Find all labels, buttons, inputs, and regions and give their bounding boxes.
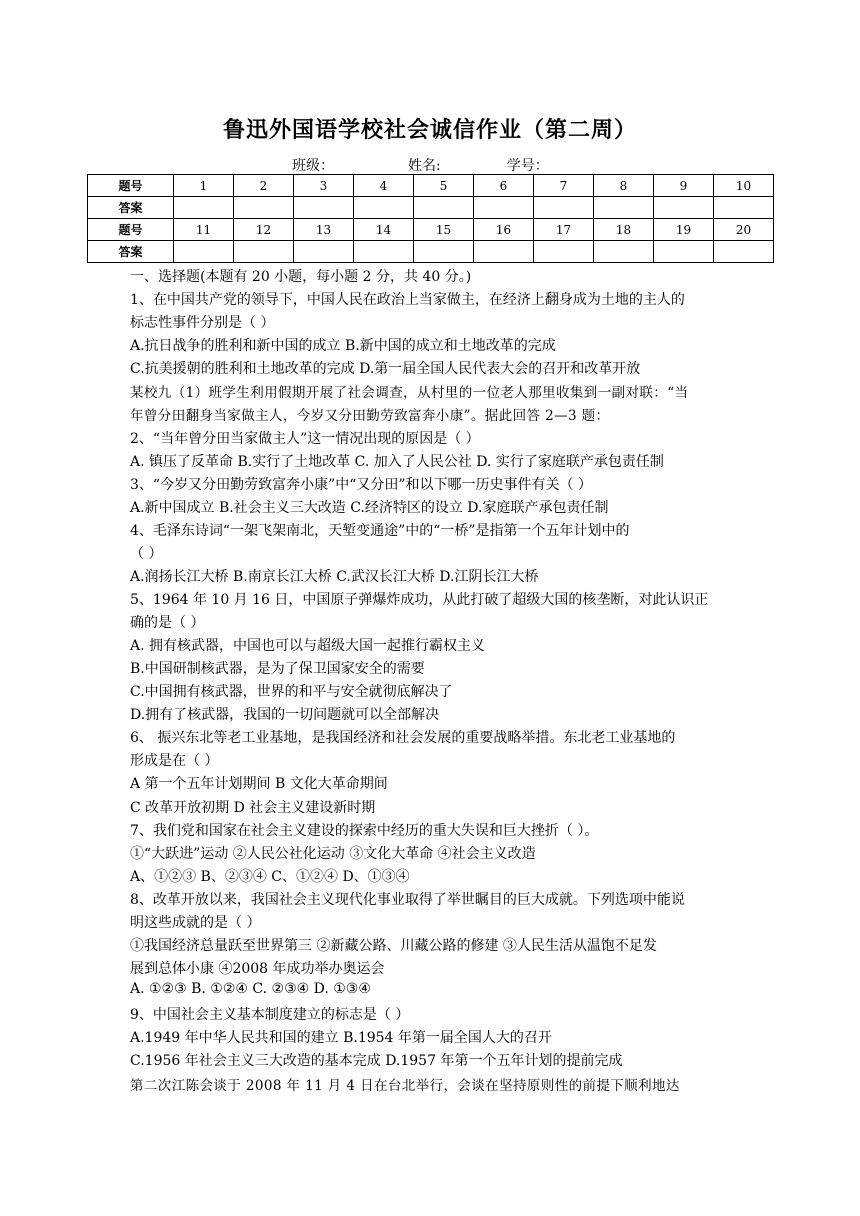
answer-cell[interactable] [354,241,414,263]
answer-option: B.中国研制核武器，是为了保卫国家安全的需要 [130,661,425,677]
question-number: 17 [534,219,594,241]
answer-options: A.润扬长江大桥 B.南京长江大桥 C.武汉长江大桥 D.江阴长江大桥 [130,569,539,585]
question-text: 明这些成就的是（ ） [130,915,261,931]
answer-cell[interactable] [534,241,594,263]
question-text: 7、我们党和国家在社会主义建设的探索中经历的重大失误和巨大挫折（ ）。 [130,823,599,839]
question-text: 3、“今岁又分田勤劳致富奔小康”中“又分田”和以下哪一历史事件有关（ ） [130,477,592,493]
passage-text: 年曾分田翻身当家做主人，今岁又分田勤劳致富奔小康”。据此回答 2—3 题： [130,408,610,424]
question-number: 15 [414,219,474,241]
table-row [88,241,774,263]
answer-cell[interactable] [414,197,474,219]
question-number: 8 [594,175,654,197]
statement-list: 展到总体小康 ④2008 年成功举办奥运会 [130,961,385,977]
statement-list: ①“大跃进”运动 ②人民公社化运动 ③文化大革命 ④社会主义改造 [130,846,536,862]
question-number: 13 [294,219,354,241]
question-text: 4、毛泽东诗词“一架飞架南北，天堑变通途”中的“一桥”是指第一个五年计划中的 [130,523,630,539]
question-number: 6 [474,175,534,197]
question-number: 10 [714,175,774,197]
question-number: 11 [174,219,234,241]
row-header: 题号 [88,175,174,197]
answer-options: A. ①②③ B. ①②④ C. ②③④ D. ①③④ [130,981,371,997]
question-text: 标志性事件分别是（ ） [130,315,275,331]
table-row [88,219,774,241]
question-number: 2 [234,175,294,197]
answer-table [87,174,774,263]
answer-cell[interactable] [474,197,534,219]
student-info [292,155,625,175]
question-text: 5、1964 年 10 月 16 日，中国原子弹爆炸成功，从此打破了超级大国的核垄断，对此认识正 [130,592,709,608]
question-text: （ ） [130,546,163,562]
question-number: 20 [714,219,774,241]
answer-cell[interactable] [294,197,354,219]
name-field[interactable] [441,160,507,175]
question-number: 4 [354,175,414,197]
question-text: 6、 振兴东北等老工业基地，是我国经济和社会发展的重要战略举措。东北老工业基地的 [130,730,676,746]
question-number: 12 [234,219,294,241]
question-text: 形成是在（ ） [130,753,219,769]
question-text: 2、“当年曾分田当家做主人”这一情况出现的原因是（ ） [130,431,480,447]
question-number: 1 [174,175,234,197]
row-header: 题号 [88,219,174,241]
question-number: 5 [414,175,474,197]
answer-options: A.1949 年中华人民共和国的建立 B.1954 年第一届全国人大的召开 [130,1030,552,1046]
answer-cell[interactable] [594,241,654,263]
question-number: 9 [654,175,714,197]
question-text: 1、在中国共产党的领导下，中国人民在政治上当家做主，在经济上翻身成为土地的主人的 [130,292,685,308]
question-number: 16 [474,219,534,241]
class-field[interactable] [334,160,408,175]
answer-cell[interactable] [354,197,414,219]
answer-cell[interactable] [594,197,654,219]
answer-cell[interactable] [174,241,234,263]
answer-option: A. 拥有核武器，中国也可以与超级大国一起推行霸权主义 [130,638,486,654]
question-text: 9、中国社会主义基本制度建立的标志是（ ） [130,1007,410,1023]
question-number: 14 [354,219,414,241]
answer-cell[interactable] [534,197,594,219]
answer-options: C.抗美援朝的胜利和土地改革的完成 D.第一届全国人民代表大会的召开和改革开放 [130,361,641,377]
answer-options: A.新中国成立 B.社会主义三大改造 C.经济特区的设立 D.家庭联产承包责任制 [130,500,609,516]
answer-options: C.1956 年社会主义三大改造的基本完成 D.1957 年第一个五年计划的提前完成 [130,1053,623,1069]
class-label: 班级： [292,158,334,174]
question-number: 19 [654,219,714,241]
question-text: 8、改革开放以来，我国社会主义现代化事业取得了举世瞩目的巨大成就。下列选项中能说 [130,892,685,908]
answer-options: A、①②③ B、②③④ C、①②④ D、①③④ [130,869,410,885]
passage-text: 第二次江陈会谈于 2008 年 11 月 4 日在台北举行，会谈在坚持原则性的前提下顺利地达 [130,1078,680,1094]
answer-cell[interactable] [654,241,714,263]
table-row [88,175,774,197]
answer-cell[interactable] [474,241,534,263]
id-label: 学号： [506,158,549,174]
name-label: 姓名: [408,158,441,174]
section-heading: 一、选择题(本题有 20 小题，每小题 2 分，共 40 分。) [130,269,472,285]
statement-list: ①我国经济总量跃至世界第三 ②新藏公路、川藏公路的修建 ③人民生活从温饱不足发 [130,938,657,954]
question-number: 3 [294,175,354,197]
answer-options: A.抗日战争的胜利和新中国的成立 B.新中国的成立和土地改革的完成 [130,338,556,354]
answer-cell[interactable] [294,241,354,263]
id-field[interactable] [549,160,625,175]
question-number: 7 [534,175,594,197]
answer-cell[interactable] [234,197,294,219]
answer-cell[interactable] [234,241,294,263]
question-number: 18 [594,219,654,241]
answer-cell[interactable] [714,197,774,219]
row-header: 答案 [88,197,174,219]
answer-option: D.拥有了核武器，我国的一切问题就可以全部解决 [130,707,440,723]
answer-cell[interactable] [714,241,774,263]
passage-text: 某校九（1）班学生利用假期开展了社会调查，从村里的一位老人那里收集到一副对联：“当 [130,385,689,401]
answer-cell[interactable] [654,197,714,219]
page-title: 鲁迅外国语学校社会诚信作业（第二周） [222,117,637,143]
answer-cell[interactable] [174,197,234,219]
row-header: 答案 [88,241,174,263]
answer-options: A 第一个五年计划期间 B 文化大革命期间 [130,776,388,792]
answer-cell[interactable] [414,241,474,263]
answer-option: C.中国拥有核武器，世界的和平与安全就彻底解决了 [130,684,453,700]
answer-options: C 改革开放初期 D 社会主义建设新时期 [130,800,376,816]
table-row [88,197,774,219]
answer-options: A. 镇压了反革命 B.实行了土地改革 C. 加入了人民公社 D. 实行了家庭联产承包责任制 [130,454,664,470]
question-text: 确的是（ ） [130,615,205,631]
